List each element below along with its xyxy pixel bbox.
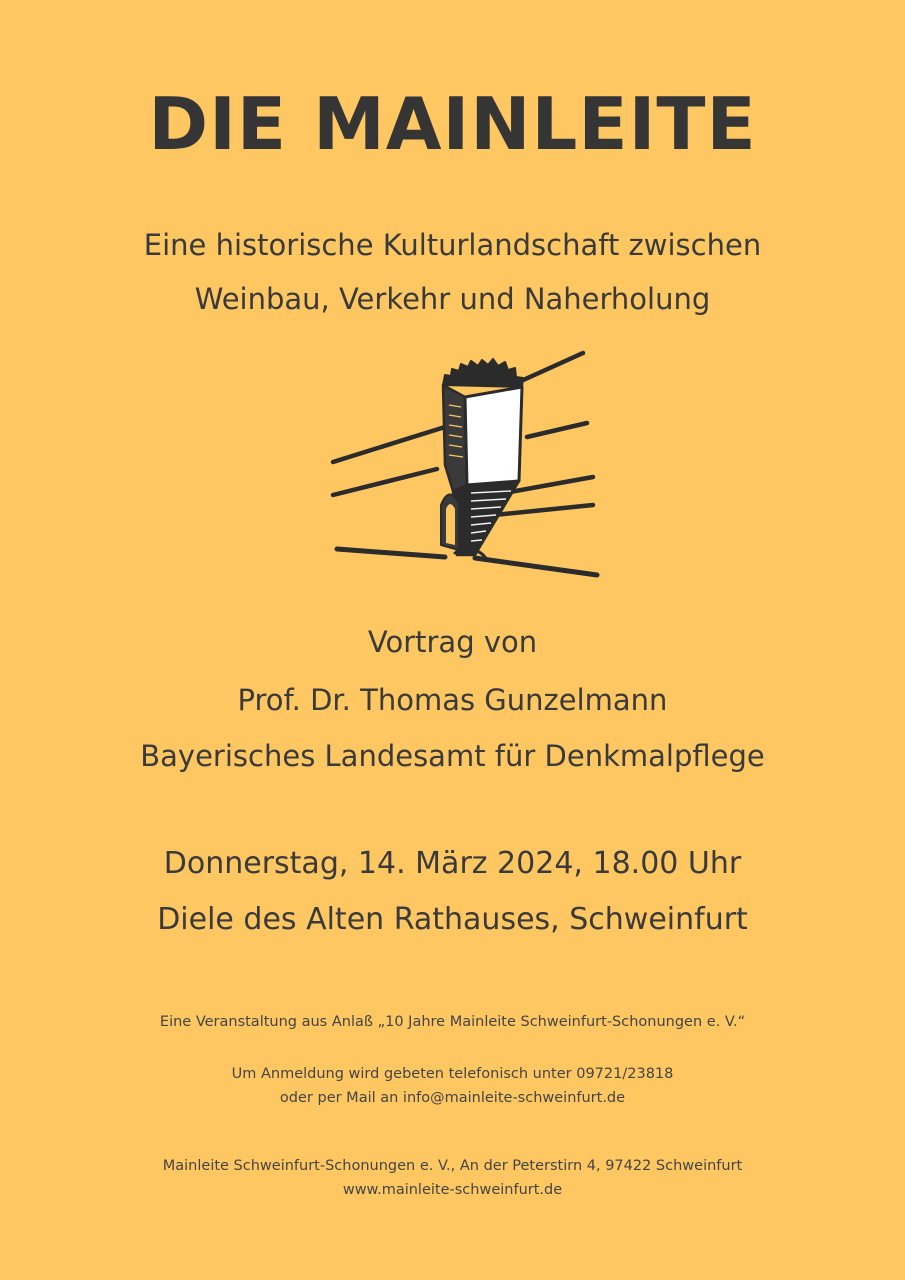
organizer-address: Mainleite Schweinfurt-Schonungen e. V., An der Peterstirn 4, 97422 Schweinfurt [162,1158,743,1174]
lecture-intro: Vortrag von [367,625,538,659]
lecture-speaker: Prof. Dr. Thomas Gunzelmann [237,683,668,717]
event-date-time: Donnerstag, 14. März 2024, 18.00 Uhr [163,846,742,881]
subtitle-line-1: Eine historische Kulturlandschaft zwischen [143,228,762,262]
event-location: Diele des Alten Rathauses, Schweinfurt [157,902,748,937]
registration-note [0,1062,905,1110]
organizer-footer [0,1154,905,1202]
registration-email: oder per Mail an info@mainleite-schweinfurt.de [279,1090,626,1106]
lecture-info [0,614,905,784]
vineyard-tower-illustration [325,345,605,585]
occasion-note: Eine Veranstaltung aus Anlaß „10 Jahre Mainleite Schweinfurt-Schonungen e. V.“ [159,1014,746,1030]
poster-title: DIE MAINLEITE [148,82,757,166]
registration-phone: Um Anmeldung wird gebeten telefonisch unter 09721/23818 [231,1066,674,1082]
subtitle-line-2: Weinbau, Verkehr und Naherholung [194,282,711,316]
lecture-institution: Bayerisches Landesamt für Denkmalpflege [140,739,765,773]
organizer-website: www.mainleite-schweinfurt.de [342,1182,563,1198]
event-info [0,836,905,948]
poster-subtitle [0,218,905,326]
